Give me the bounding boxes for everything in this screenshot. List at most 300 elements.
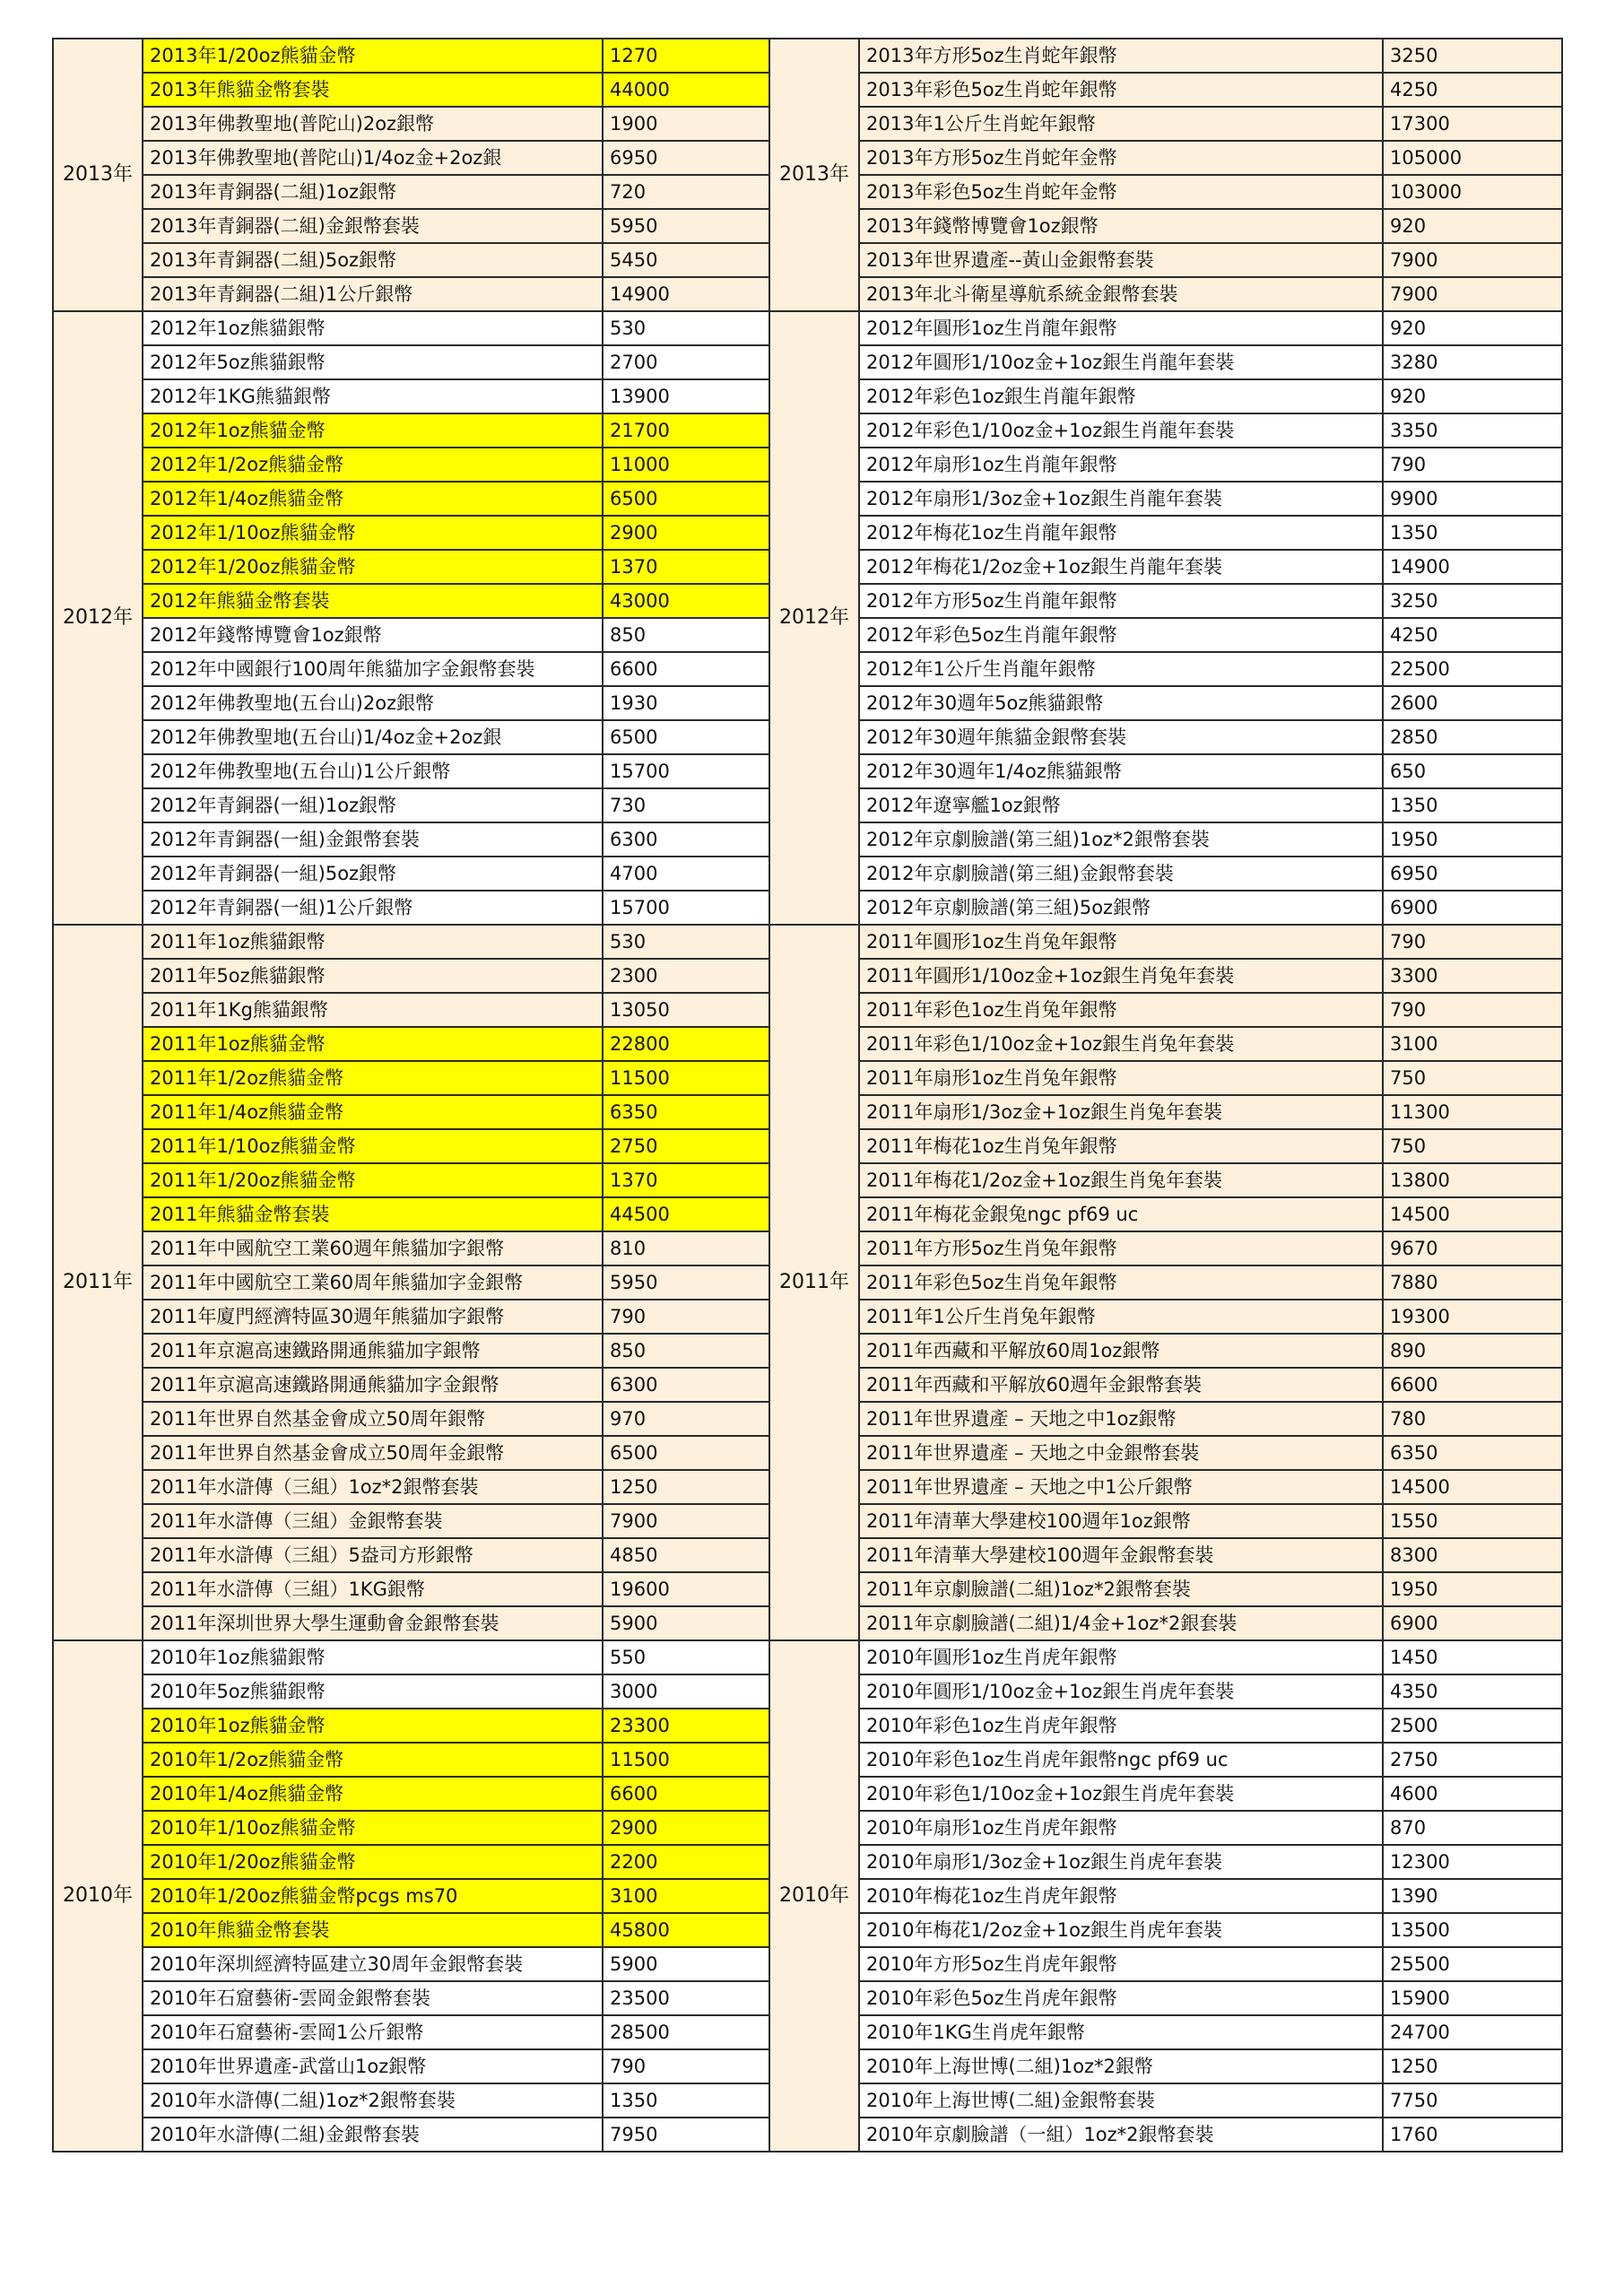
table-row	[53, 1777, 776, 1811]
item-price: 650	[1383, 754, 1562, 788]
table-row	[53, 2049, 776, 2083]
table-row	[53, 345, 776, 379]
table-row	[53, 1334, 776, 1368]
table-row	[53, 516, 776, 550]
item-name: 2012年彩色5oz生肖龍年銀幣	[859, 618, 1383, 652]
year-label: 2011年	[769, 925, 859, 1640]
item-price: 44500	[603, 1197, 776, 1231]
table-row	[53, 857, 776, 891]
item-price: 2900	[603, 1811, 776, 1845]
table-row	[769, 1845, 1562, 1879]
item-name: 2011年扇形1/3oz金+1oz銀生肖兔年套裝	[859, 1095, 1383, 1129]
item-name: 2011年京滬高速鐵路開通熊貓加字銀幣	[143, 1334, 603, 1368]
item-name: 2011年京劇臉譜(二組)1oz*2銀幣套裝	[859, 1572, 1383, 1606]
item-name: 2012年1/4oz熊貓金幣	[143, 482, 603, 516]
item-price: 15700	[603, 754, 776, 788]
item-name: 2012年京劇臉譜(第三組)金銀幣套裝	[859, 857, 1383, 891]
table-row	[53, 1265, 776, 1300]
item-price: 5900	[603, 1606, 776, 1640]
item-price: 1350	[1383, 516, 1562, 550]
item-price: 920	[1383, 311, 1562, 345]
item-name: 2012年30週年5oz熊貓銀幣	[859, 686, 1383, 720]
item-name: 2012年遼寧艦1oz銀幣	[859, 788, 1383, 822]
item-price: 6600	[603, 1777, 776, 1811]
table-row	[53, 1743, 776, 1777]
table-row	[769, 1197, 1562, 1231]
item-price: 530	[603, 925, 776, 959]
table-row	[53, 2015, 776, 2049]
item-name: 2011年梅花1oz生肖兔年銀幣	[859, 1129, 1383, 1163]
item-price: 4700	[603, 857, 776, 891]
table-row	[53, 209, 776, 243]
item-name: 2010年彩色1/10oz金+1oz銀生肖虎年套裝	[859, 1777, 1383, 1811]
table-row	[53, 925, 776, 959]
item-price: 790	[603, 1300, 776, 1334]
item-price: 1250	[603, 1470, 776, 1504]
item-price: 43000	[603, 584, 776, 618]
item-name: 2010年1/20oz熊貓金幣pcgs ms70	[143, 1879, 603, 1913]
item-name: 2011年世界遺產 – 天地之中1公斤銀幣	[859, 1470, 1383, 1504]
table-row	[53, 1436, 776, 1470]
price-table-right	[769, 38, 1563, 2152]
item-price: 1900	[603, 107, 776, 141]
item-name: 2012年扇形1/3oz金+1oz銀生肖龍年套裝	[859, 482, 1383, 516]
item-price: 11000	[603, 448, 776, 482]
table-row	[769, 1470, 1562, 1504]
table-row	[53, 1572, 776, 1606]
table-row	[769, 1300, 1562, 1334]
table-row	[53, 1061, 776, 1095]
item-name: 2010年熊貓金幣套裝	[143, 1913, 603, 1947]
item-price: 810	[603, 1231, 776, 1265]
item-price: 4600	[1383, 1777, 1562, 1811]
table-row	[53, 277, 776, 311]
table-row	[53, 550, 776, 584]
item-price: 2700	[603, 345, 776, 379]
item-price: 15700	[603, 891, 776, 925]
table-row	[769, 550, 1562, 584]
item-price: 6350	[603, 1095, 776, 1129]
item-name: 2011年中國航空工業60週年熊貓加字銀幣	[143, 1231, 603, 1265]
item-name: 2010年扇形1/3oz金+1oz銀生肖虎年套裝	[859, 1845, 1383, 1879]
table-row	[769, 73, 1562, 107]
item-name: 2011年梅花1/2oz金+1oz銀生肖兔年套裝	[859, 1163, 1383, 1197]
item-name: 2010年1oz熊貓銀幣	[143, 1640, 603, 1674]
item-price: 2750	[1383, 1743, 1562, 1777]
item-price: 23500	[603, 1981, 776, 2015]
item-price: 14500	[1383, 1470, 1562, 1504]
item-price: 5900	[603, 1947, 776, 1981]
table-row	[53, 1368, 776, 1402]
item-price: 6900	[1383, 891, 1562, 925]
item-name: 2010年上海世博(二組)1oz*2銀幣	[859, 2049, 1383, 2083]
item-name: 2012年5oz熊貓銀幣	[143, 345, 603, 379]
year-label: 2012年	[53, 311, 143, 925]
item-name: 2013年青銅器(二組)金銀幣套裝	[143, 209, 603, 243]
item-price: 1450	[1383, 1640, 1562, 1674]
item-name: 2010年彩色5oz生肖虎年銀幣	[859, 1981, 1383, 2015]
item-name: 2010年深圳經濟特區建立30周年金銀幣套裝	[143, 1947, 603, 1981]
item-name: 2012年1/20oz熊貓金幣	[143, 550, 603, 584]
year-label: 2013年	[769, 39, 859, 311]
table-row	[53, 822, 776, 857]
item-price: 44000	[603, 73, 776, 107]
item-name: 2011年水滸傳（三組）5盎司方形銀幣	[143, 1538, 603, 1572]
item-name: 2012年彩色1oz銀生肖龍年銀幣	[859, 379, 1383, 413]
item-price: 3250	[1383, 584, 1562, 618]
item-name: 2011年彩色1oz生肖兔年銀幣	[859, 993, 1383, 1027]
item-price: 750	[1383, 1061, 1562, 1095]
table-row	[769, 822, 1562, 857]
item-name: 2013年1公斤生肖蛇年銀幣	[859, 107, 1383, 141]
table-row	[769, 2049, 1562, 2083]
item-name: 2010年石窟藝術-雲岡金銀幣套裝	[143, 1981, 603, 2015]
table-row	[769, 39, 1562, 73]
table-row	[769, 857, 1562, 891]
item-price: 550	[603, 1640, 776, 1674]
item-name: 2013年佛教聖地(普陀山)2oz銀幣	[143, 107, 603, 141]
item-price: 24700	[1383, 2015, 1562, 2049]
table-row	[53, 652, 776, 686]
item-name: 2011年圓形1oz生肖兔年銀幣	[859, 925, 1383, 959]
item-name: 2011年彩色1/10oz金+1oz銀生肖兔年套裝	[859, 1027, 1383, 1061]
table-row	[769, 277, 1562, 311]
item-price: 21700	[603, 413, 776, 448]
item-name: 2011年1/10oz熊貓金幣	[143, 1129, 603, 1163]
item-price: 11500	[603, 1061, 776, 1095]
item-price: 14900	[1383, 550, 1562, 584]
item-name: 2011年梅花金銀兔ngc pf69 uc	[859, 1197, 1383, 1231]
item-price: 22500	[1383, 652, 1562, 686]
item-price: 4250	[1383, 618, 1562, 652]
table-row	[53, 788, 776, 822]
item-name: 2011年清華大學建校100週年金銀幣套裝	[859, 1538, 1383, 1572]
item-name: 2012年1KG熊貓銀幣	[143, 379, 603, 413]
table-row	[769, 448, 1562, 482]
item-price: 3100	[1383, 1027, 1562, 1061]
table-row	[53, 1402, 776, 1436]
table-row	[769, 925, 1562, 959]
item-price: 1270	[603, 39, 776, 73]
item-name: 2011年1Kg熊貓銀幣	[143, 993, 603, 1027]
item-price: 970	[603, 1402, 776, 1436]
item-name: 2010年1/2oz熊貓金幣	[143, 1743, 603, 1777]
item-name: 2010年1KG生肖虎年銀幣	[859, 2015, 1383, 2049]
item-name: 2012年青銅器(一組)金銀幣套裝	[143, 822, 603, 857]
item-name: 2010年1/20oz熊貓金幣	[143, 1845, 603, 1879]
item-name: 2011年1公斤生肖兔年銀幣	[859, 1300, 1383, 1334]
table-row	[769, 1027, 1562, 1061]
item-name: 2012年圓形1/10oz金+1oz銀生肖龍年套裝	[859, 345, 1383, 379]
item-name: 2010年水滸傳(二組)1oz*2銀幣套裝	[143, 2083, 603, 2118]
item-name: 2011年世界遺產 – 天地之中1oz銀幣	[859, 1402, 1383, 1436]
table-row	[53, 141, 776, 175]
table-row	[53, 618, 776, 652]
item-name: 2011年廈門經濟特區30週年熊貓加字銀幣	[143, 1300, 603, 1334]
table-row	[769, 1402, 1562, 1436]
item-name: 2010年1/4oz熊貓金幣	[143, 1777, 603, 1811]
item-price: 7750	[1383, 2083, 1562, 2118]
item-name: 2013年彩色5oz生肖蛇年銀幣	[859, 73, 1383, 107]
table-row	[53, 1947, 776, 1981]
item-price: 25500	[1383, 1947, 1562, 1981]
item-name: 2012年1oz熊貓銀幣	[143, 311, 603, 345]
item-price: 9670	[1383, 1231, 1562, 1265]
table-row	[769, 243, 1562, 277]
item-price: 1950	[1383, 822, 1562, 857]
item-price: 920	[1383, 379, 1562, 413]
item-price: 11500	[603, 1743, 776, 1777]
item-name: 2013年北斗衛星導航系統金銀幣套裝	[859, 277, 1383, 311]
table-row	[53, 1640, 776, 1674]
item-name: 2011年深圳世界大學生運動會金銀幣套裝	[143, 1606, 603, 1640]
item-price: 720	[603, 175, 776, 209]
item-name: 2010年5oz熊貓銀幣	[143, 1674, 603, 1709]
table-row	[769, 1163, 1562, 1197]
table-row	[53, 1027, 776, 1061]
item-price: 1550	[1383, 1504, 1562, 1538]
item-price: 11300	[1383, 1095, 1562, 1129]
item-price: 2750	[603, 1129, 776, 1163]
table-row	[769, 1811, 1562, 1845]
item-name: 2011年彩色5oz生肖兔年銀幣	[859, 1265, 1383, 1300]
table-row	[53, 1879, 776, 1913]
item-name: 2012年佛教聖地(五台山)2oz銀幣	[143, 686, 603, 720]
table-row	[53, 73, 776, 107]
table-row	[53, 1470, 776, 1504]
item-price: 6950	[1383, 857, 1562, 891]
item-price: 2900	[603, 516, 776, 550]
year-label: 2010年	[53, 1640, 143, 2152]
item-name: 2011年扇形1oz生肖兔年銀幣	[859, 1061, 1383, 1095]
table-row	[53, 1981, 776, 2015]
table-row	[53, 1913, 776, 1947]
table-row	[769, 1981, 1562, 2015]
table-row	[769, 754, 1562, 788]
table-row	[769, 1572, 1562, 1606]
item-price: 22800	[603, 1027, 776, 1061]
item-name: 2011年1oz熊貓銀幣	[143, 925, 603, 959]
table-row	[53, 993, 776, 1027]
item-name: 2013年方形5oz生肖蛇年金幣	[859, 141, 1383, 175]
item-price: 5950	[603, 1265, 776, 1300]
item-name: 2012年佛教聖地(五台山)1公斤銀幣	[143, 754, 603, 788]
item-name: 2012年熊貓金幣套裝	[143, 584, 603, 618]
table-row	[53, 2083, 776, 2118]
item-price: 45800	[603, 1913, 776, 1947]
table-row	[769, 1913, 1562, 1947]
item-price: 103000	[1383, 175, 1562, 209]
table-row	[53, 959, 776, 993]
table-row	[769, 618, 1562, 652]
item-name: 2013年方形5oz生肖蛇年銀幣	[859, 39, 1383, 73]
item-name: 2010年世界遺產-武當山1oz銀幣	[143, 2049, 603, 2083]
table-row	[53, 107, 776, 141]
table-row	[769, 2015, 1562, 2049]
item-name: 2010年上海世博(二組)金銀幣套裝	[859, 2083, 1383, 2118]
table-row	[769, 1606, 1562, 1640]
item-price: 790	[1383, 925, 1562, 959]
table-row	[769, 1265, 1562, 1300]
table-row	[769, 1504, 1562, 1538]
item-price: 4250	[1383, 73, 1562, 107]
item-price: 17300	[1383, 107, 1562, 141]
item-name: 2010年方形5oz生肖虎年銀幣	[859, 1947, 1383, 1981]
table-row	[53, 2118, 776, 2152]
item-price: 5450	[603, 243, 776, 277]
item-name: 2012年京劇臉譜(第三組)5oz銀幣	[859, 891, 1383, 925]
item-name: 2013年佛教聖地(普陀山)1/4oz金+2oz銀	[143, 141, 603, 175]
item-name: 2012年30週年1/4oz熊貓銀幣	[859, 754, 1383, 788]
item-price: 890	[1383, 1334, 1562, 1368]
item-price: 2850	[1383, 720, 1562, 754]
item-price: 6500	[603, 1436, 776, 1470]
item-name: 2013年青銅器(二組)1公斤銀幣	[143, 277, 603, 311]
item-name: 2012年錢幣博覽會1oz銀幣	[143, 618, 603, 652]
item-price: 6300	[603, 1368, 776, 1402]
item-price: 1250	[1383, 2049, 1562, 2083]
table-row	[53, 1709, 776, 1743]
table-row	[769, 482, 1562, 516]
item-name: 2012年1/10oz熊貓金幣	[143, 516, 603, 550]
table-row	[769, 1095, 1562, 1129]
item-price: 12300	[1383, 1845, 1562, 1879]
item-name: 2012年青銅器(一組)1oz銀幣	[143, 788, 603, 822]
price-table-left	[52, 38, 777, 2152]
item-price: 1370	[603, 550, 776, 584]
item-name: 2011年中國航空工業60周年熊貓加字金銀幣	[143, 1265, 603, 1300]
item-price: 3300	[1383, 959, 1562, 993]
item-name: 2012年1/2oz熊貓金幣	[143, 448, 603, 482]
item-name: 2013年熊貓金幣套裝	[143, 73, 603, 107]
item-name: 2012年扇形1oz生肖龍年銀幣	[859, 448, 1383, 482]
item-name: 2013年青銅器(二組)1oz銀幣	[143, 175, 603, 209]
table-row	[769, 2118, 1562, 2152]
item-name: 2012年方形5oz生肖龍年銀幣	[859, 584, 1383, 618]
table-row	[769, 891, 1562, 925]
table-row	[769, 1436, 1562, 1470]
item-name: 2010年扇形1oz生肖虎年銀幣	[859, 1811, 1383, 1845]
table-row	[53, 413, 776, 448]
item-name: 2012年1公斤生肖龍年銀幣	[859, 652, 1383, 686]
item-price: 6300	[603, 822, 776, 857]
table-row	[769, 107, 1562, 141]
item-price: 850	[603, 618, 776, 652]
table-row	[769, 516, 1562, 550]
year-label: 2010年	[769, 1640, 859, 2152]
item-price: 28500	[603, 2015, 776, 2049]
item-price: 920	[1383, 209, 1562, 243]
item-price: 790	[603, 2049, 776, 2083]
item-name: 2010年梅花1oz生肖虎年銀幣	[859, 1879, 1383, 1913]
table-row	[53, 482, 776, 516]
item-price: 1930	[603, 686, 776, 720]
table-row	[53, 1163, 776, 1197]
item-price: 730	[603, 788, 776, 822]
item-price: 13800	[1383, 1163, 1562, 1197]
table-row	[53, 311, 776, 345]
item-price: 1350	[603, 2083, 776, 2118]
item-price: 9900	[1383, 482, 1562, 516]
item-name: 2012年青銅器(一組)1公斤銀幣	[143, 891, 603, 925]
item-name: 2013年彩色5oz生肖蛇年金幣	[859, 175, 1383, 209]
item-price: 23300	[603, 1709, 776, 1743]
table-row	[769, 1129, 1562, 1163]
table-row	[53, 1129, 776, 1163]
item-price: 530	[603, 311, 776, 345]
item-price: 6500	[603, 482, 776, 516]
item-price: 3000	[603, 1674, 776, 1709]
table-row	[769, 209, 1562, 243]
table-row	[53, 1674, 776, 1709]
item-price: 7900	[1383, 277, 1562, 311]
item-name: 2011年方形5oz生肖兔年銀幣	[859, 1231, 1383, 1265]
item-name: 2012年中國銀行100周年熊貓加字金銀幣套裝	[143, 652, 603, 686]
item-name: 2011年世界自然基金會成立50周年銀幣	[143, 1402, 603, 1436]
table-row	[769, 1879, 1562, 1913]
item-name: 2012年梅花1oz生肖龍年銀幣	[859, 516, 1383, 550]
item-name: 2011年西藏和平解放60周1oz銀幣	[859, 1334, 1383, 1368]
table-row	[769, 1538, 1562, 1572]
item-name: 2011年1/20oz熊貓金幣	[143, 1163, 603, 1197]
table-row	[769, 1640, 1562, 1674]
item-price: 6500	[603, 720, 776, 754]
item-name: 2012年佛教聖地(五台山)1/4oz金+2oz銀	[143, 720, 603, 754]
item-price: 2200	[603, 1845, 776, 1879]
item-price: 6600	[1383, 1368, 1562, 1402]
item-name: 2010年1/10oz熊貓金幣	[143, 1811, 603, 1845]
table-row	[53, 1231, 776, 1265]
item-price: 13500	[1383, 1913, 1562, 1947]
item-price: 3280	[1383, 345, 1562, 379]
year-label: 2013年	[53, 39, 143, 311]
table-row	[769, 788, 1562, 822]
item-name: 2010年石窟藝術-雲岡1公斤銀幣	[143, 2015, 603, 2049]
item-price: 4850	[603, 1538, 776, 1572]
item-price: 1370	[603, 1163, 776, 1197]
item-name: 2013年世界遺產--黃山金銀幣套裝	[859, 243, 1383, 277]
item-name: 2010年彩色1oz生肖虎年銀幣	[859, 1709, 1383, 1743]
item-name: 2011年圓形1/10oz金+1oz銀生肖兔年套裝	[859, 959, 1383, 993]
item-price: 2500	[1383, 1709, 1562, 1743]
year-label: 2011年	[53, 925, 143, 1640]
item-price: 1350	[1383, 788, 1562, 822]
table-row	[769, 686, 1562, 720]
table-row	[53, 686, 776, 720]
item-name: 2010年京劇臉譜（一組）1oz*2銀幣套裝	[859, 2118, 1383, 2152]
item-price: 105000	[1383, 141, 1562, 175]
item-price: 1390	[1383, 1879, 1562, 1913]
table-row	[769, 1061, 1562, 1095]
table-row	[769, 379, 1562, 413]
table-row	[53, 1811, 776, 1845]
item-name: 2011年1oz熊貓金幣	[143, 1027, 603, 1061]
item-price: 13900	[603, 379, 776, 413]
table-row	[53, 379, 776, 413]
table-row	[769, 311, 1562, 345]
table-row	[53, 243, 776, 277]
table-row	[53, 754, 776, 788]
item-name: 2010年1oz熊貓金幣	[143, 1709, 603, 1743]
item-price: 850	[603, 1334, 776, 1368]
item-price: 13050	[603, 993, 776, 1027]
table-row	[769, 1709, 1562, 1743]
item-price: 6950	[603, 141, 776, 175]
item-price: 1950	[1383, 1572, 1562, 1606]
item-name: 2010年水滸傳(二組)金銀幣套裝	[143, 2118, 603, 2152]
item-price: 15900	[1383, 1981, 1562, 2015]
table-row	[769, 1334, 1562, 1368]
